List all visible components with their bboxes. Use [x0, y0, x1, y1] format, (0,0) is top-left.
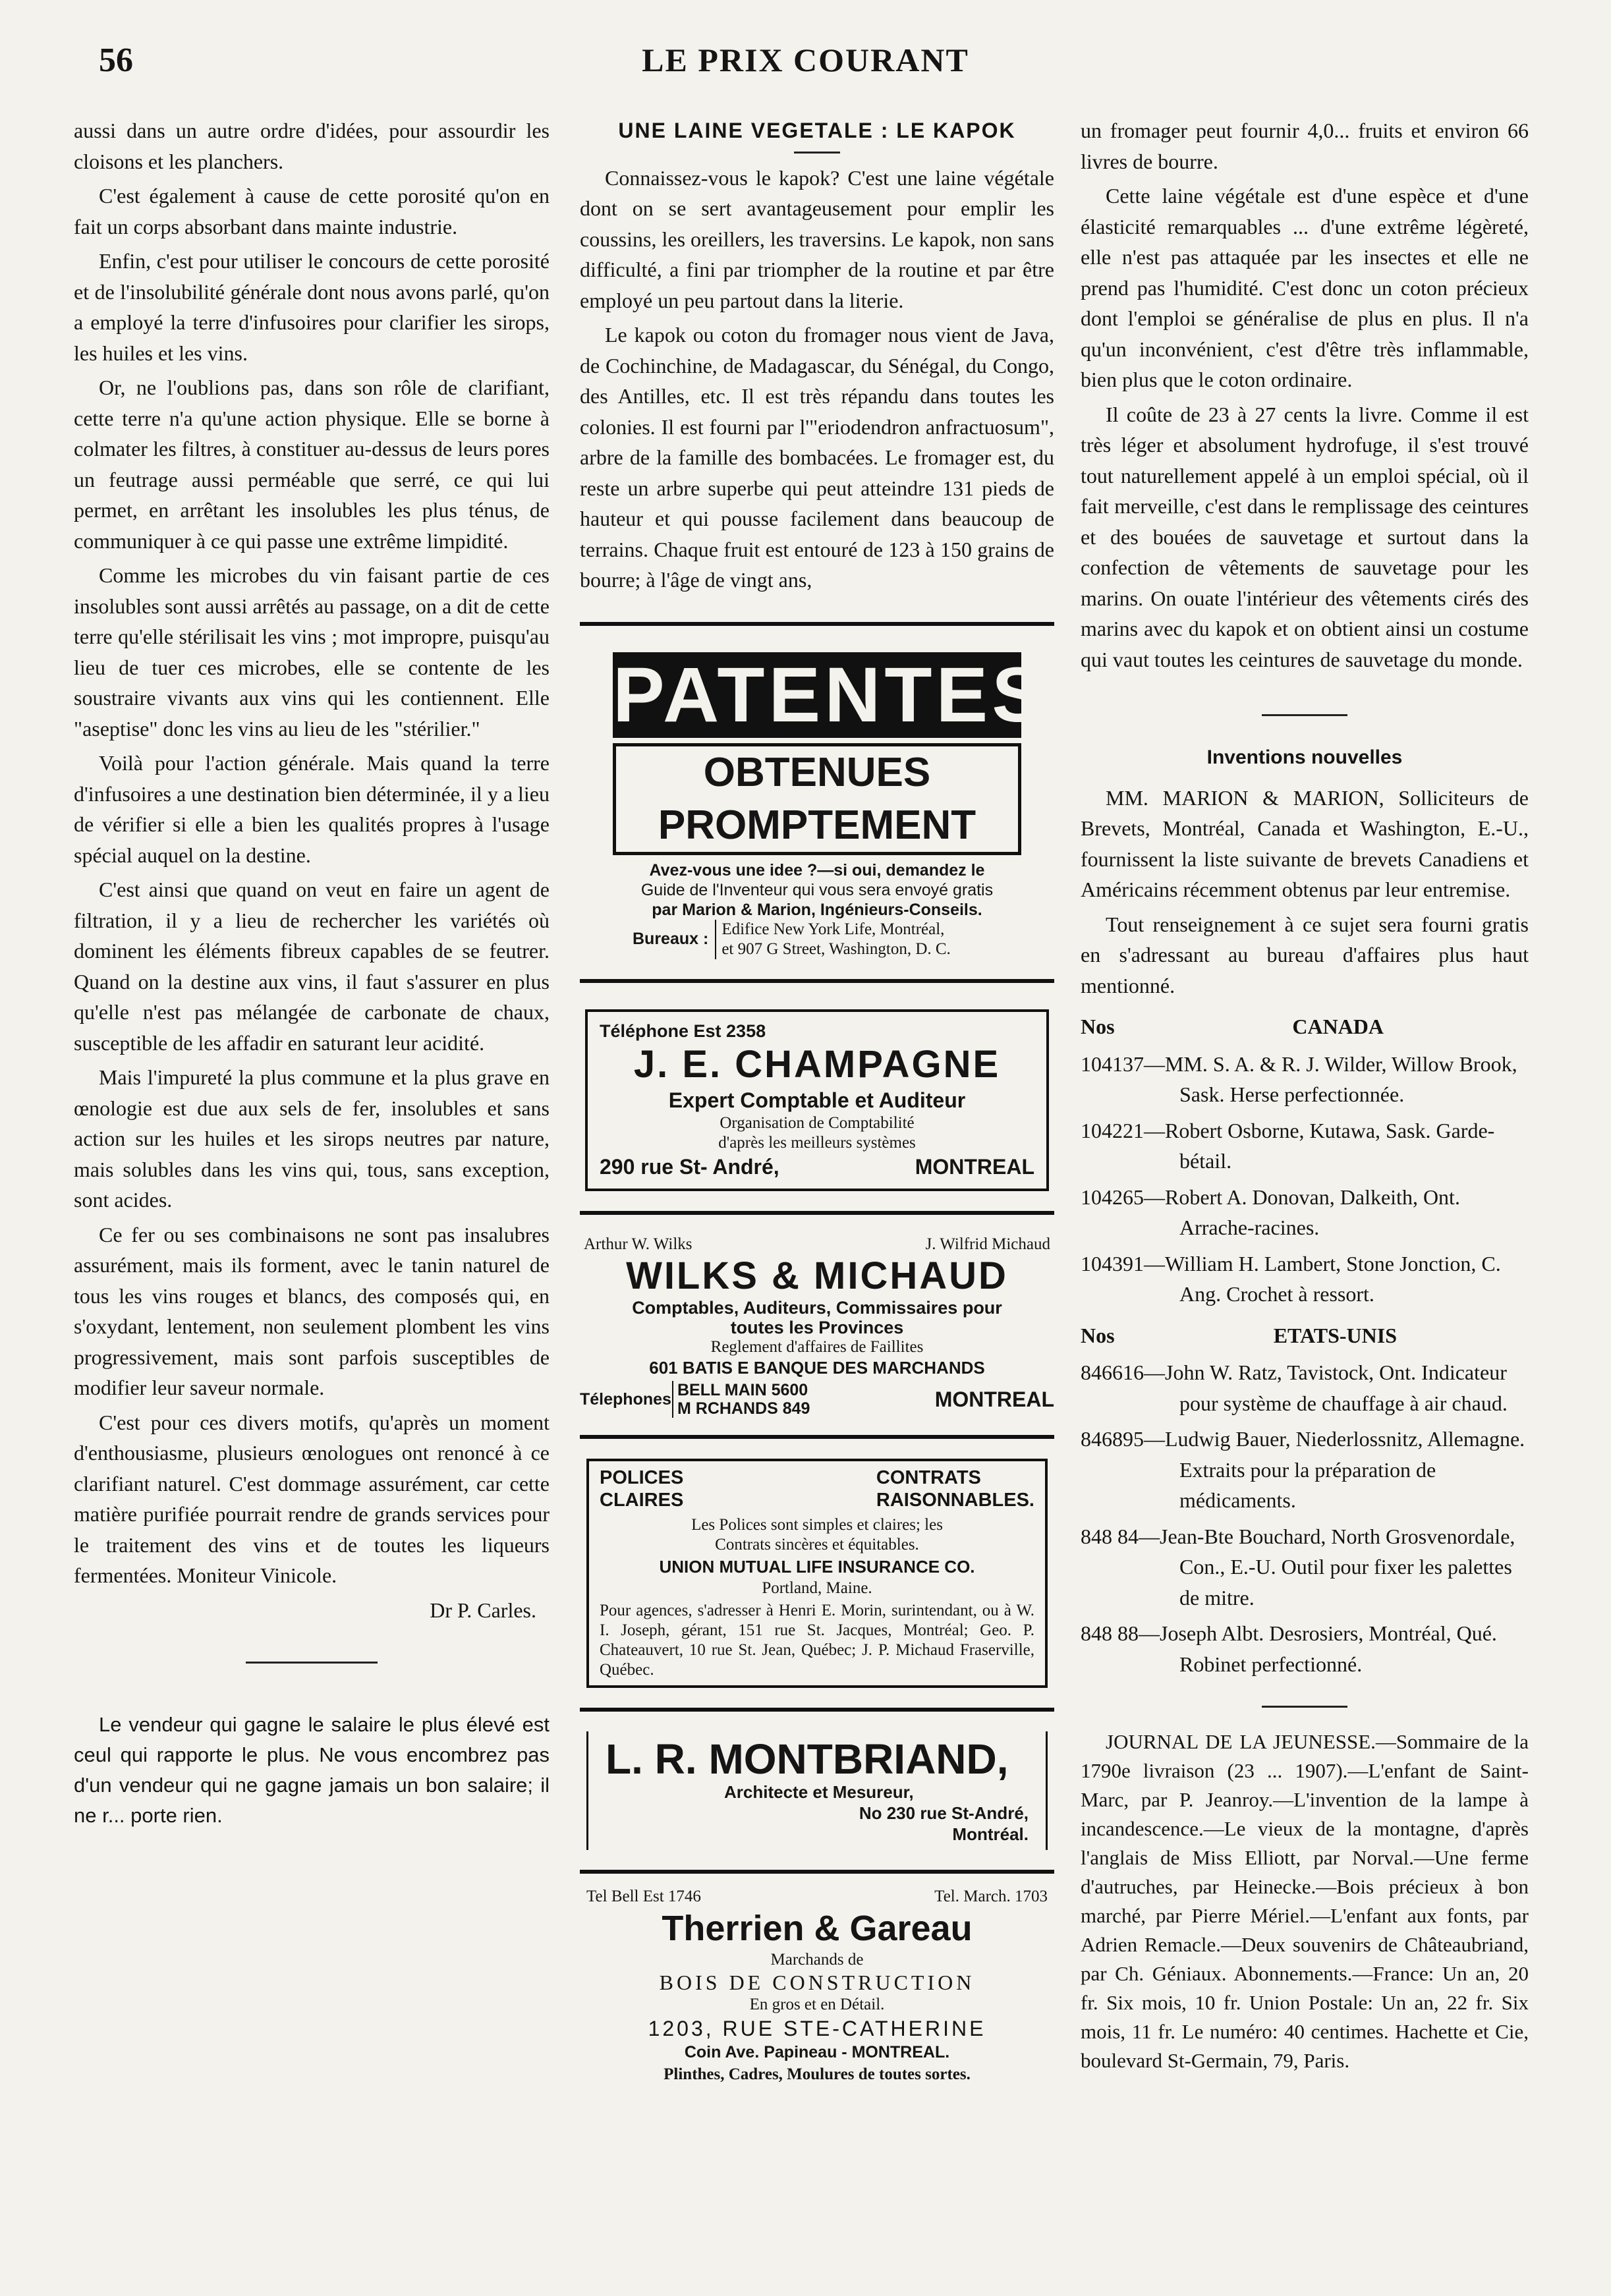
- footer-note: Le vendeur qui gagne le salaire le plus élevé est ceul qui rapporte le plus. Ne vous encombrez pas d'un vendeur qui ne gagne jamais un bon salaire; il ne r... porte rien.: [74, 1713, 550, 1827]
- ad-text: Architecte et Mesureur,: [724, 1781, 914, 1802]
- inventions-title: Inventions nouvelles: [1206, 746, 1403, 768]
- ad-name: WILKS & MICHAUD: [626, 1254, 1008, 1297]
- ad-patentes-title: PATENTES: [613, 651, 1048, 739]
- list-item: 846616—John W. Ratz, Tavistock, Ont. Indicateur pour système de chauffage à air chaud.: [1081, 1360, 1508, 1415]
- ad-text: par Marion & Marion, Ingénieurs-Conseils.: [652, 900, 982, 919]
- ad-tel-row: [586, 1887, 1048, 1907]
- ad-phones-row: [580, 1381, 1054, 1418]
- paragraph: Cette laine végétale est d'une espèce et d'une élasticité remarquables ... d'une extrême légèreté, elle n'est pas attaquée par les insectes et elle ne prend pas l'humidité. C'est donc un coton précieux dont l'emploi se généralise de plus en plus. Il n'a qu'un inconvénient, c'est d'être très inflammable, bien plus que le coton ordinaire.: [1081, 184, 1529, 391]
- column-3: [1081, 115, 1529, 2079]
- paragraph: Connaissez-vous le kapok? C'est une laine végétale dont on se sert avantageusement pour emplir les coussins, les oreillers, les traversins. Le kapok, non sans difficulté, a fini par triompher de la routine et par être employé un peu partout dans la literie.: [580, 165, 1054, 312]
- ad-text: J. Wilfrid Michaud: [925, 1235, 1050, 1253]
- paragraph: Il coûte de 23 à 27 cents la livre. Comme il est très léger et absolument hydrofuge, il s'est trouvé tout naturellement appelé à un emploi spécial, où il fait merveille, c'est dans le remplissage des ceintures et des bouées de sauvetage et surtout dans la confection de vêtements de sauvetage pour les marins. On ouate l'intérieur des vêtements cirés des marins avec du kapok et on obtient ainsi un costume qui vaut toutes les ceintures de sauvetage du monde.: [1081, 402, 1529, 671]
- title-divider: [794, 152, 840, 154]
- divider: [580, 979, 1054, 983]
- paragraph: Le kapok ou coton du fromager nous vient de Java, de Cochinchine, de Madagascar, du Sénégal, du Congo, des Antilles, etc. Il est très répandu dans toutes les colonies. Il est fourni par l'"eriodendron anfractuosum", arbre de la famille des bombacées. Le fromager est, du reste un arbre superbe qui peut atteindre 131 pieds de hauteur et qui pousse facilement dans beaucoup de terrains. Chaque fruit est entouré de 123 à 150 grains de bourre; à l'âge de vingt ans,: [580, 323, 1054, 592]
- ad-text: Reglement d'affaires de Faillites: [710, 1337, 924, 1356]
- divider: [246, 1662, 378, 1664]
- article-signature: Dr P. Carles.: [430, 1598, 536, 1622]
- ad-text: Bureaux :: [633, 929, 709, 948]
- paragraph: C'est ainsi que quand on veut en faire un agent de filtration, il y a lieu de rechercher les variétés où dominent les éléments fibreux capables de se feutrer. Quand on la destine aux vins, il faut s'assurer en plus qu'elle n'est pas mélangée de carbonate de chaux, susceptible de les affadir en saturant leur acidité.: [74, 878, 550, 1055]
- paragraph: Enfin, c'est pour utiliser le concours de cette porosité et de l'insolubilité générale dont nous avons parlé, qu'on a employé la terre d'infusoires pour clarifier les sirops, les huiles et les vins.: [74, 249, 550, 365]
- ad-name: J. E. CHAMPAGNE: [633, 1042, 1001, 1086]
- ad-union-mutual: [586, 1459, 1048, 1688]
- divider: [580, 1708, 1054, 1712]
- ad-text: Contrats sincères et équitables.: [715, 1535, 919, 1554]
- ad-names-row: [580, 1235, 1054, 1254]
- paragraph: C'est également à cause de cette porosité qu'on en fait un corps absorbant dans mainte industrie.: [74, 184, 550, 238]
- divider: [580, 1435, 1054, 1439]
- ad-text: 290 rue St- André,: [600, 1154, 779, 1179]
- paragraph: Voilà pour l'action générale. Mais quand la terre d'infusoires a une destination bien déterminée, il y a lieu de vérifier si elle a bien les qualités propres à l'usage spécial auquel on la destine.: [74, 751, 550, 867]
- ad-text: Marchands de: [770, 1950, 864, 1969]
- ad-name: L. R. MONTBRIAND,: [606, 1735, 1009, 1783]
- ad-text: MONTREAL: [934, 1387, 1054, 1411]
- journal-paragraph: JOURNAL DE LA JEUNESSE.—Sommaire de la 1790e livraison (23 ... 1907).—L'enfant de Saint-Marc, par P. Jeanroy.—L'invention de la lampe à incandescence.—Le vieux de la montagne, d'après l'anglais de Miss Elliott, par Norval.—Une ferme d'autruches, par Heinecke.—Bois précieux à bon marché, par Pierre Mériel.—L'enfant aux fonts, par Adrien Remacle.—Deux souvenirs de Châteaubriand, par Ch. Géniaux. Abonnements.—France: Un an, 20 fr. Six mois, 10 fr. Union Postale: Un an, 22 fr. Six mois, 11 fr. Le numéro: 40 centimes. Hachette et Cie, boulevard St-Germain, 79, Paris.: [1081, 1730, 1529, 2072]
- ad-text: UNION MUTUAL LIFE INSURANCE CO.: [659, 1556, 975, 1577]
- ad-bureaux: [613, 920, 1021, 959]
- ad-address-row: [600, 1153, 1034, 1181]
- ad-text: Tel Bell Est 1746: [586, 1887, 701, 1905]
- ad-text: POLICES: [600, 1467, 684, 1488]
- list-item: 104265—Robert A. Donovan, Dalkeith, Ont. Arrache-racines.: [1081, 1185, 1460, 1239]
- divider: [1262, 1706, 1347, 1708]
- paragraph: MM. MARION & MARION, Solliciteurs de Brevets, Montréal, Canada et Washington, E.-U., fournissent la liste suivante de brevets Canadiens et Américains récemment obtenus par leur entremise.: [1081, 785, 1529, 901]
- ad-therrien-gareau: [586, 1887, 1048, 2085]
- ad-text: 601 BATIS E BANQUE DES MARCHANDS: [649, 1357, 985, 1378]
- ad-text: CLAIRES: [600, 1489, 684, 1511]
- ad-text: Téléphone Est 2358: [600, 1021, 766, 1041]
- ad-text: Comptables, Auditeurs, Commissaires pour: [632, 1297, 1002, 1318]
- paragraph: Or, ne l'oublions pas, dans son rôle de clarifiant, cette terre n'a qu'une action physique. Elle se borne à colmater les filtres, à constituer au-dessus de leurs pores un feutrage aussi perméable que serré, ce qui lui permet, en arrêtant les insolubles les plus ténus, de communiquer à ce qui passe une extrême limpidité.: [74, 376, 550, 553]
- ad-wilks-michaud: [580, 1235, 1054, 1418]
- ad-text: Montréal.: [952, 1824, 1029, 1844]
- page-header: [0, 41, 1611, 87]
- ad-text: BELL MAIN 5600: [677, 1380, 808, 1399]
- ad-text: d'après les meilleurs systèmes: [718, 1133, 916, 1152]
- ad-text: En gros et en Détail.: [749, 1995, 885, 2013]
- ad-text: Avez-vous une idee ?—si oui, demandez le: [649, 860, 985, 880]
- ad-text: MONTREAL: [915, 1154, 1034, 1179]
- divider: [580, 1870, 1054, 1874]
- list-item: 104391—William H. Lambert, Stone Jonction, C. Ang. Crochet à ressort.: [1081, 1251, 1501, 1306]
- column-2: [580, 115, 1054, 2085]
- ad-text: CONTRATS: [876, 1467, 981, 1488]
- us-label: ETATS-UNIS: [1273, 1323, 1397, 1347]
- ad-patentes-subtitle: OBTENUES PROMPTEMENT: [613, 743, 1021, 855]
- list-item: 846895—Ludwig Bauer, Niederlossnitz, Allemagne. Extraits pour la préparation de médicaments.: [1081, 1427, 1525, 1512]
- paragraph: Tout renseignement à ce sujet sera fourni gratis en s'adressant au bureau d'affaires plus haut mentionné.: [1081, 912, 1529, 997]
- list-item: 848 88—Joseph Albt. Desrosiers, Montréal, Qué. Robinet perfectionné.: [1081, 1621, 1497, 1676]
- divider: [1262, 714, 1347, 716]
- nos-label: Nos: [1081, 1015, 1115, 1038]
- ad-text: BOIS DE CONSTRUCTION: [659, 1970, 975, 1994]
- paragraph: Ce fer ou ses combinaisons ne sont pas insalubres assurément, mais ils forment, avec le tanin naturel de tous les vins rouges et blancs, des composés qui, en s'oxydant, lentement, non seulement plombent les vins progressivement, mais sont parfois susceptibles de modifier leur saveur normale.: [74, 1222, 550, 1399]
- ad-text: Arthur W. Wilks: [584, 1235, 692, 1253]
- paragraph: Comme les microbes du vin faisant partie de ces insolubles sont aussi arrêtés au passage, on a dit de cette terre qu'elle stérilisait les vins ; mot impropre, puisqu'au lieu de tuer ces microbes, elle se contente de les soustraire vivants aux vins qui les contiennent. Elle "aseptise" donc les vins au lieu de les "stérilier.": [74, 563, 550, 741]
- ad-text: Plinthes, Cadres, Moulures de toutes sortes.: [664, 2065, 971, 2083]
- ad-text: M RCHANDS 849: [677, 1399, 810, 1418]
- ad-text: RAISONNABLES.: [876, 1489, 1034, 1511]
- canada-heading: [1081, 1011, 1529, 1042]
- ad-text: Edifice New York Life, Montréal,: [721, 920, 945, 938]
- ad-text: Les Polices sont simples et claires; les: [691, 1515, 943, 1534]
- column-1: [74, 115, 550, 1835]
- inventions-section: [1081, 742, 1529, 1679]
- divider: [580, 1211, 1054, 1215]
- paragraph: aussi dans un autre ordre d'idées, pour assourdir les cloisons et les planchers.: [74, 119, 550, 173]
- ad-name: Therrien & Gareau: [662, 1908, 973, 1948]
- ad-header-row: [600, 1467, 1034, 1511]
- list-item: 848 84—Jean-Bte Bouchard, North Grosvenordale, Con., E.-U. Outil pour fixer les palettes de mitre.: [1081, 1524, 1515, 1610]
- ad-text: Coin Ave. Papineau - MONTREAL.: [684, 2042, 950, 2061]
- paragraph: C'est pour ces divers motifs, qu'après un moment d'enthousiasme, plusieurs œnologues ont renoncé à ce clarifiant naturel. C'est dommage assurément, car cette matière purifiée pourrait rendre de grands services pour le traitement des vins et de toutes les liqueurs fermentées. Moniteur Vinicole.: [74, 1410, 550, 1587]
- ad-patentes: [613, 651, 1048, 959]
- list-item: 104221—Robert Osborne, Kutawa, Sask. Garde-bétail.: [1081, 1118, 1495, 1173]
- list-item: 104137—MM. S. A. & R. J. Wilder, Willow Brook, Sask. Herse perfectionnée.: [1081, 1051, 1517, 1106]
- publication-title: LE PRIX COURANT: [642, 42, 969, 78]
- ad-text: Guide de l'Inventeur qui vous sera envoyé gratis: [640, 880, 994, 899]
- ad-champagne: [585, 1009, 1049, 1191]
- ad-text: Expert Comptable et Auditeur: [668, 1088, 966, 1112]
- ad-text: Tel. March. 1703: [934, 1887, 1048, 1905]
- ad-text: 1203, RUE STE-CATHERINE: [648, 2016, 986, 2040]
- ad-text: Portland, Maine.: [762, 1579, 872, 1597]
- canada-label: CANADA: [1292, 1015, 1384, 1038]
- us-heading: [1081, 1320, 1529, 1351]
- paragraph: un fromager peut fournir 4,0... fruits et environ 66 livres de bourre.: [1081, 119, 1529, 173]
- divider: [580, 622, 1054, 626]
- ad-montbriand: [586, 1731, 1048, 1850]
- ad-text: et 907 G Street, Washington, D. C.: [721, 939, 951, 958]
- ad-text: Organisation de Comptabilité: [720, 1113, 915, 1132]
- paragraph: Mais l'impureté la plus commune et la plus grave en œnologie est due aux sels de fer, insolubles et sans action sur les huiles et les sirops neutres par nature, mais solubles dans les vins qui, tous, sans exception, sont acides.: [74, 1065, 550, 1212]
- ad-text: No 230 rue St-André,: [859, 1803, 1029, 1823]
- ad-text: toutes les Provinces: [730, 1317, 904, 1337]
- ad-text: Pour agences, s'adresser à Henri E. Morin, surintendant, ou à W. I. Joseph, gérant, 151 rue St. Jacques, Montréal; Geo. P. Chateauvert, 10 rue St. Jean, Québec; J. P. Michaud Fraserville, Québec.: [600, 1601, 1034, 1679]
- article-title: UNE LAINE VEGETALE : LE KAPOK: [618, 119, 1016, 142]
- page-number: 56: [99, 42, 133, 79]
- nos-label: Nos: [1081, 1323, 1115, 1347]
- ad-text: Télephones: [580, 1389, 671, 1409]
